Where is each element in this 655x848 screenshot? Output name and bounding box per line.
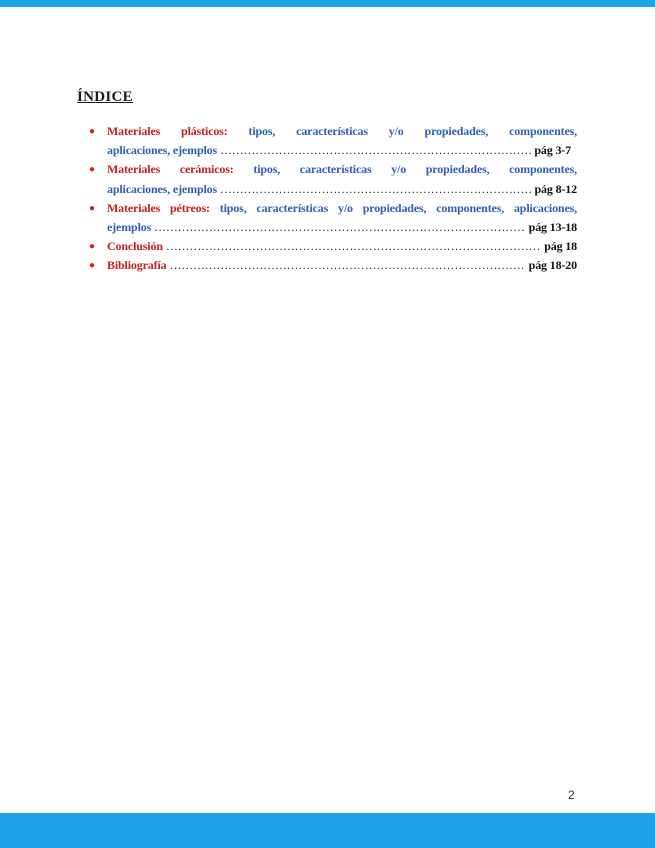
- toc-item-description: tipos, características y/o propiedades, componentes,: [253, 162, 577, 177]
- toc-item-description: tipos, características y/o propiedades, componentes, aplicaciones,: [219, 200, 577, 215]
- toc-item-description: aplicaciones, ejemplos: [107, 143, 218, 158]
- dot-leader: [154, 218, 526, 237]
- toc-item-pages: pág 3-7: [534, 143, 571, 158]
- toc-item-pages: pág 13-18: [528, 220, 577, 235]
- toc-item-ceramicos: [89, 160, 577, 198]
- toc-item-petreos: [89, 199, 577, 237]
- page-number: 2: [568, 788, 575, 802]
- toc-item-conclusion: [89, 237, 577, 256]
- dot-leader: [170, 256, 526, 275]
- dot-leader: [166, 237, 541, 256]
- index-heading: ÍNDICE: [77, 89, 133, 105]
- toc-item-title: Materiales cerámicos:: [107, 162, 234, 177]
- toc-item-description: aplicaciones, ejemplos: [107, 181, 218, 196]
- dot-leader: [220, 180, 531, 199]
- toc-item-description: tipos, características y/o propiedades, componentes,: [248, 124, 577, 138]
- toc-item-pages: pág 8-12: [534, 181, 577, 196]
- toc-item-title: Bibliografía: [107, 258, 167, 273]
- toc-item-title: Conclusión: [107, 239, 163, 254]
- toc-item-title: Materiales pétreos:: [107, 200, 210, 215]
- toc-item-title: Materiales plásticos:: [107, 124, 228, 138]
- bottom-accent-bar: [0, 813, 655, 848]
- bullet-icon: ●: [89, 241, 95, 253]
- toc-item-description: ejemplos: [107, 220, 152, 235]
- bullet-icon: ●: [89, 164, 95, 176]
- top-accent-bar: [0, 0, 655, 7]
- bullet-icon: ●: [89, 260, 95, 272]
- bullet-icon: ●: [89, 202, 95, 214]
- bullet-icon: ●: [89, 126, 95, 137]
- toc-item-pages: pág 18-20: [528, 258, 577, 273]
- dot-leader: [220, 141, 531, 160]
- toc-item-bibliografia: [89, 256, 577, 275]
- toc-item-plasticos: [89, 122, 577, 160]
- toc-item-pages: pág 18: [544, 239, 577, 254]
- table-of-contents: [89, 122, 577, 276]
